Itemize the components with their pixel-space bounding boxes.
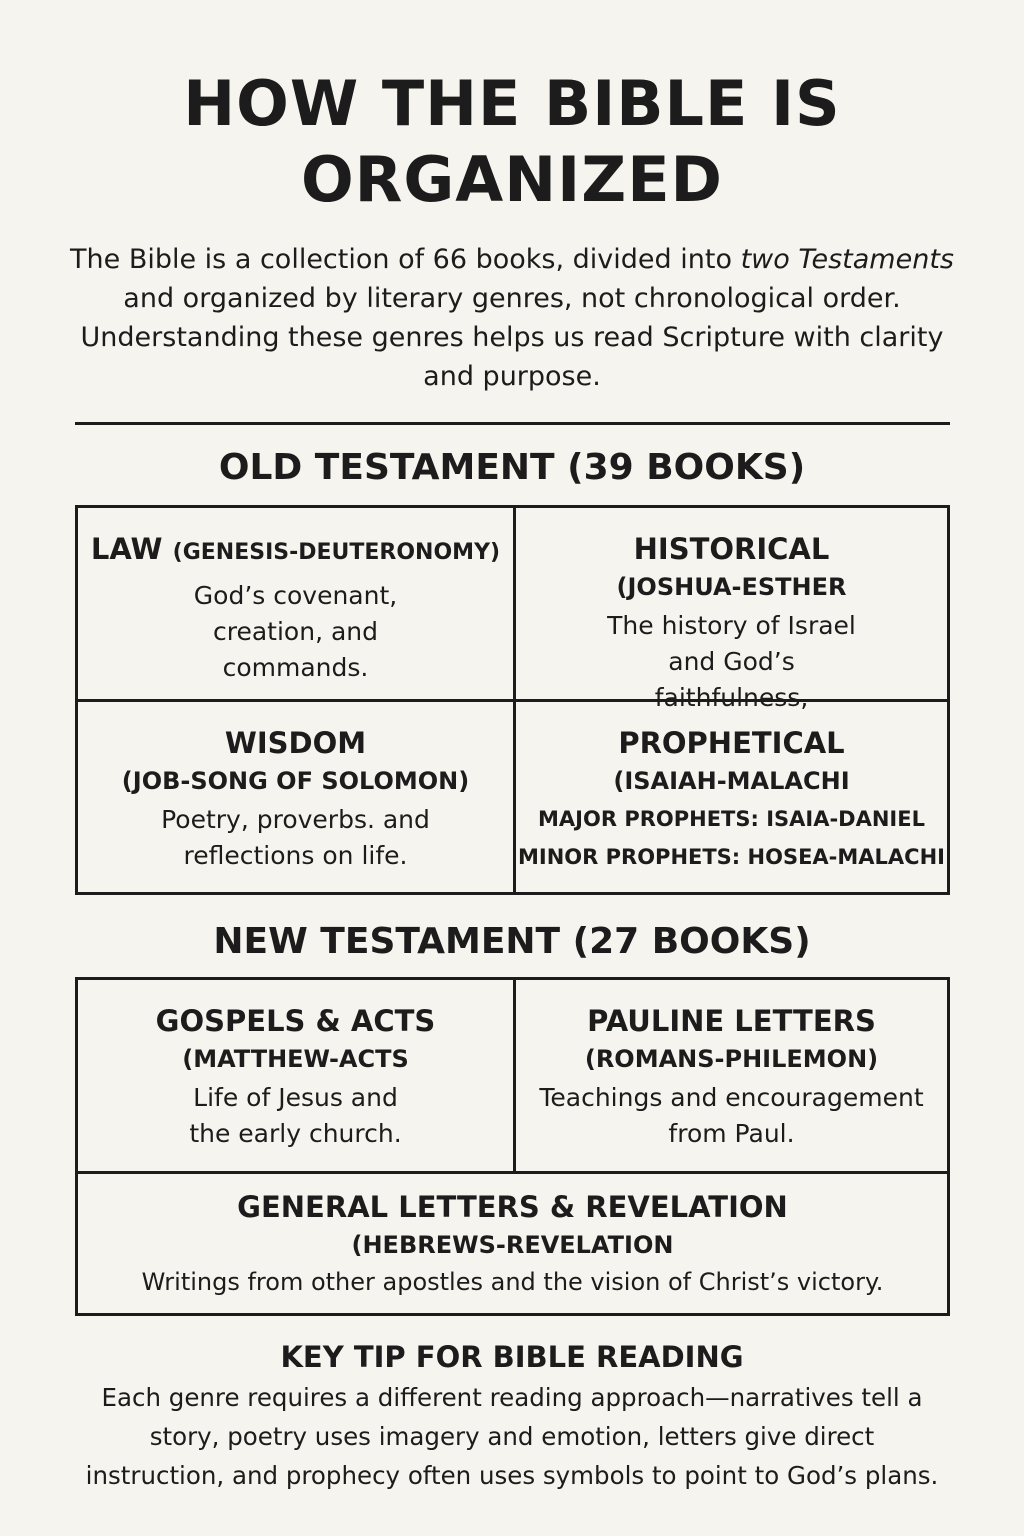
law-title-line <box>78 530 513 572</box>
general-letters-range: (HEBREWS-REVELATION <box>351 1231 674 1259</box>
page-title-line-1: HOW THE BIBLE IS <box>183 67 841 140</box>
old-testament-heading: OLD TESTAMENT (39 BOOKS) <box>218 447 806 488</box>
prophetical-range: (ISAIAH-MALACHI <box>613 767 850 795</box>
historical-range: (JOSHUA-ESTHER <box>616 573 847 601</box>
pauline-description: Teachings and encouragement from Paul. <box>539 1083 924 1148</box>
pauline-range: (ROMANS-PHILEMON) <box>584 1045 879 1073</box>
page-title-line-2: ORGANIZED <box>300 143 724 216</box>
minor-prophets: MINOR PROPHETS: HOSEA-MALACHI <box>518 845 945 869</box>
gospels-title: GOSPELS & ACTS <box>155 1004 436 1038</box>
historical-title: HISTORICAL <box>633 532 830 566</box>
general-letters-cell <box>78 1171 947 1313</box>
pauline-cell <box>513 980 947 1171</box>
key-tip-body: Each genre requires a different reading approach—narratives tell a story, poetry uses imagery and emotion, letters give direct instruction, and prophecy often uses symbols to point to God’s plans. <box>85 1383 939 1490</box>
historical-description: The history of Israel and God’s faithfulness, <box>607 611 856 712</box>
intro-text-end: and organized by literary genres, not chronological order. Understanding these genres helps us read Scripture with clarity and purpose. <box>80 283 944 392</box>
prophetical-cell <box>513 699 947 892</box>
general-letters-description: Writings from other apostles and the vision of Christ’s victory. <box>141 1268 884 1296</box>
page-title <box>0 66 1024 218</box>
wisdom-title: WISDOM <box>224 726 367 760</box>
key-tip-heading: KEY TIP FOR BIBLE READING <box>280 1340 744 1374</box>
old-testament-grid <box>75 505 950 895</box>
historical-cell <box>513 508 947 712</box>
law-cell <box>78 508 513 699</box>
new-testament-heading: NEW TESTAMENT (27 BOOKS) <box>213 921 811 962</box>
gospels-range: (MATTHEW-ACTS <box>182 1045 409 1073</box>
law-description: God’s covenant, creation, and commands. <box>193 581 398 682</box>
gospels-description: Life of Jesus and the early church. <box>189 1083 402 1148</box>
divider-line <box>75 422 950 425</box>
law-range: (GENESIS-DEUTERONOMY) <box>172 540 501 565</box>
new-testament-grid <box>75 977 950 1316</box>
wisdom-cell <box>78 699 513 892</box>
pauline-title: PAULINE LETTERS <box>587 1004 876 1038</box>
intro-paragraph <box>70 240 954 396</box>
wisdom-range: (JOB-SONG OF SOLOMON) <box>121 767 470 795</box>
major-prophets: MAJOR PROPHETS: ISAIA-DANIEL <box>538 807 925 831</box>
prophetical-title: PROPHETICAL <box>618 726 845 760</box>
intro-emphasis: two Testaments <box>740 244 954 275</box>
intro-text-start: The Bible is a collection of 66 books, divided into <box>70 244 741 275</box>
general-letters-title: GENERAL LETTERS & REVELATION <box>237 1190 788 1224</box>
gospels-cell <box>78 980 513 1171</box>
wisdom-description: Poetry, proverbs. and reflections on life. <box>161 805 430 870</box>
law-title: LAW <box>90 532 163 566</box>
